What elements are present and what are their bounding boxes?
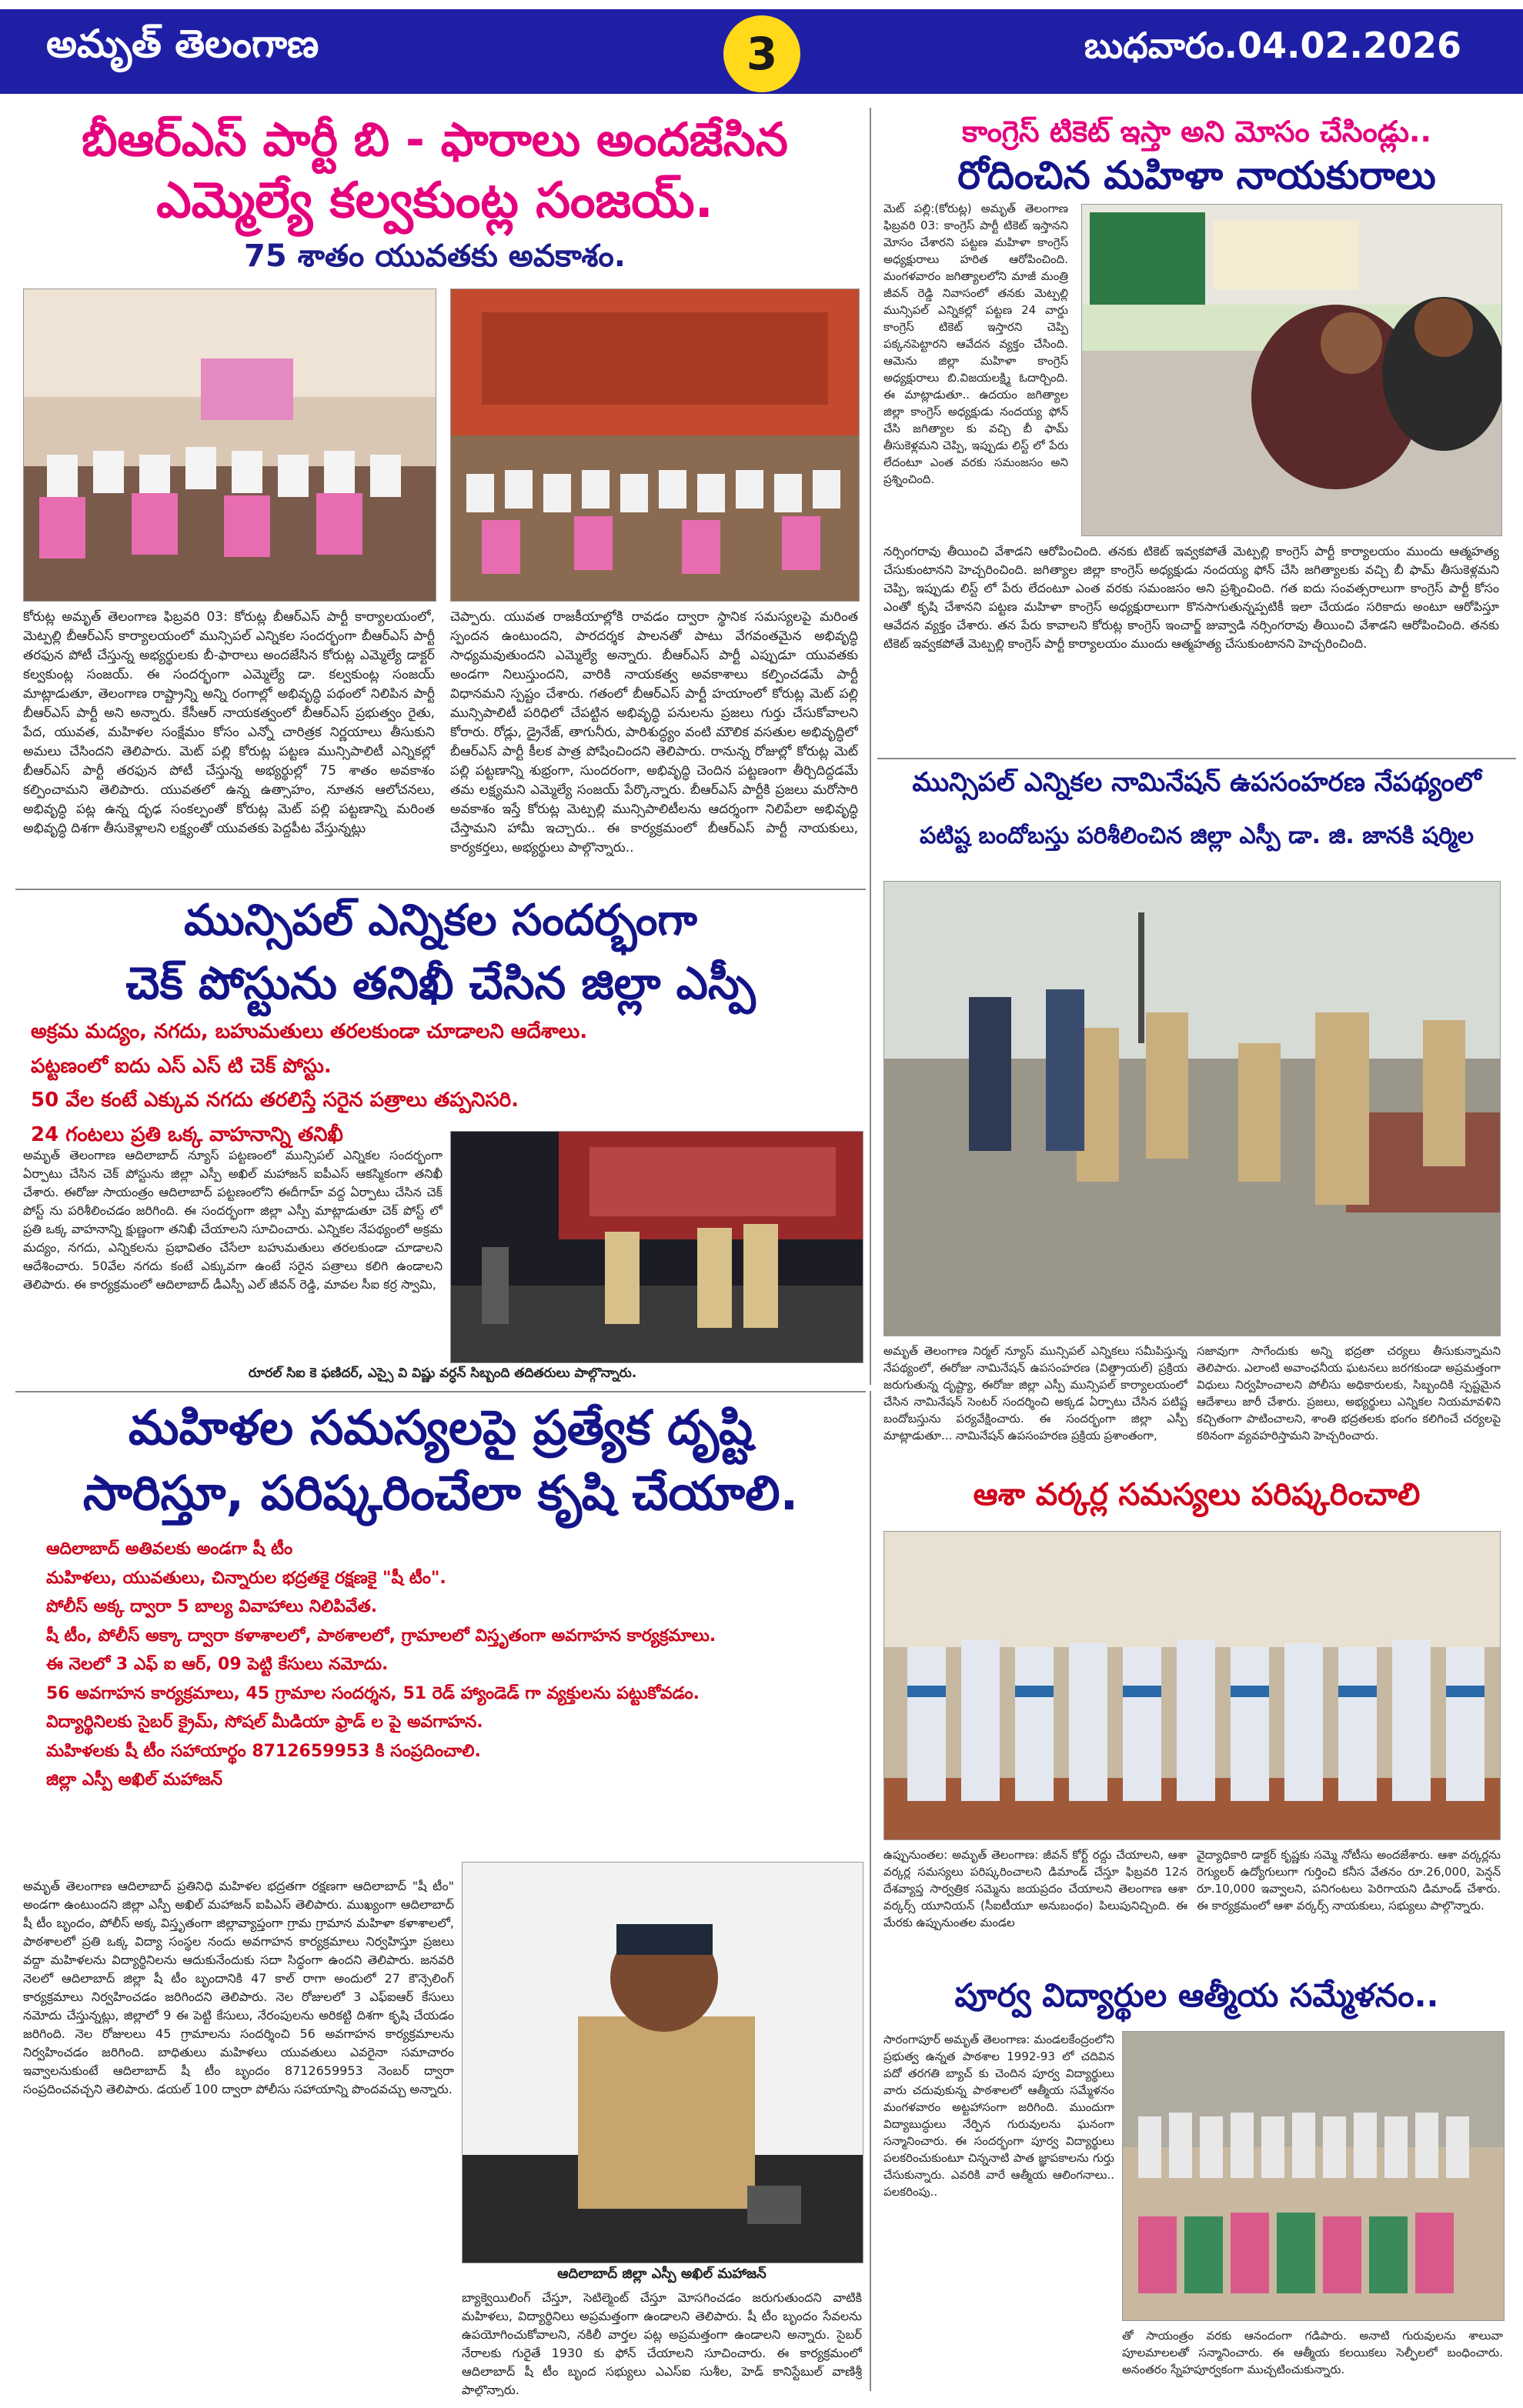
divider-story3 xyxy=(15,1391,866,1392)
column-divider-bottom xyxy=(870,1391,871,2391)
story2-photo-image xyxy=(1082,205,1501,535)
story5-photo xyxy=(462,1862,863,2263)
story4-body-left: అమృత్ తెలంగాణ నిర్మల్ న్యూస్ మున్సిపల్ ఎన్నికలు సమీపిస్తున్న నేపథ్యంలో, ఈరోజు నామినేషన్ ఉపసంహరణ (విత్డ్రాయల్) ప్రక్రియ జరుగుతున్న దృష్ట్యా, ఈరోజు జిల్లా ఎస్పీ మున్సిపల్ కార్యాలయంలో చేసిన నామినేషన్ సెంటర్ సందర్శించి అక్కడ ఏర్పాటు చేసిన పటిష్ట బందోబస్తును పర్యవేక్షించారు. ఈ సందర్భంగా జిల్లా ఎస్పీ మాట్లాడుతూ... నామినేషన్ ఉపసంహరణ ప్రక్రియ ప్రశాంతంగా, xyxy=(883,1344,1187,1442)
story2-headline-line2: రోదించిన మహిళా నాయకురాలు xyxy=(957,153,1436,198)
story5-bullet: ఆదిలాబాద్ అతివలకు అండగా షీ టీం xyxy=(46,1539,293,1559)
story3-photo xyxy=(450,1131,863,1363)
column-divider-top xyxy=(870,108,871,1385)
story3-body: అమృత్ తెలంగాణ ఆదిలాబాద్ న్యూస్ పట్టణంలో మున్సిపల్ ఎన్నికల సందర్భంగా ఏర్పాటు చేసిన చెక్ పోస్టును జిల్లా ఎస్పీ అఖిల్ మహాజన్ ఐపీఎస్ ఆకస్మికంగా తనిఖీ చేశారు. ఈరోజు సాయంత్రం ఆదిలాబాద్ పట్టణంలోని ఈదీగాహ్ వద్ద ఏర్పాటు చేసిన చెక్ పోస్ట్ ను పరిశీలించడం జరిగింది. ఈ సందర్భంగా జిల్లా ఎస్పీ మాట్లాడుతూ చెక్ పోస్ట్ లో ప్రతి ఒక్క వాహనాన్ని క్షుణ్ణంగా తనిఖీ చేయాలని సూచించారు. ఎన్నికల నేపథ్యంలో అక్రమ మద్యం, నగదు, ఎన్నికలను ప్రభావితం చేసేలా బహుమతులు తరలకుండా చూడాలని ఆదేశించారు. 50వేల నగదు కంటే ఎక్కువగా ఉంటే సరైన పత్రాలు కలిగి ఉండాలని తెలిపారు. ఈ కార్యక్రమంలో ఆదిలాబాద్ డీఎస్పీ ఎల్ జీవన్ రెడ్డి, మావల సీఐ కర్ర స్వామి, xyxy=(23,1148,443,1292)
story6-body-left: ఉప్పునుంతల: అమృత్ తెలంగాణ: జీవన్ కోర్ట్ రద్దు చేయాలని, ఆశా వర్కర్ల సమస్యలు పరిష్కరించాలని డిమాండ్ చేస్తూ ఫిబ్రవరి 12న దేశవ్యాప్త సార్వత్రిక సమ్మెను జయప్రదం చేయాలని తెలంగాణ ఆశా వర్కర్స్ యూనియన్ (సీఐటీయూ అనుబంధం) పిలుపునిచ్చింది. ఈ మేరకు ఉప్పునుంతల మండల xyxy=(883,1848,1187,1929)
story5-bullet: విద్యార్థినిలకు సైబర్ క్రైమ్, సోషల్ మీడియా ఫ్రాడ్ ల పై అవగాహన. xyxy=(46,1713,483,1732)
story5-photo-image xyxy=(463,1863,863,2263)
story1-headline-line2: ఎమ్మెల్యే కల్వకుంట్ల సంజయ్. xyxy=(156,172,713,229)
story5-bullet: జిల్లా ఎస్పీ అఖిల్ మహాజన్ xyxy=(46,1770,223,1789)
issue-date: బుధవారం.04.02.2026 xyxy=(1084,25,1461,66)
story3-headline-line1: మున్సిపల్ ఎన్నికల సందర్భంగా xyxy=(184,895,697,946)
story1-photo-left xyxy=(23,288,436,602)
story5-bullet: 56 అవగాహన కార్యక్రమాలు, 45 గ్రామాల సందర్శన, 51 రెడ్ హ్యాండెడ్ గా వ్యక్తులను పట్టుకోవడం. xyxy=(46,1683,700,1703)
story7-photo-image xyxy=(1123,2032,1504,2320)
story6-headline: ఆశా వర్కర్ల సమస్యలు పరిష్కరించాలి xyxy=(973,1477,1421,1513)
story3-caption: రూరల్ సిఐ కె ఫణిదర్, ఎస్సై వి విష్ణు వర్ధన్ సిబ్బంది తదితరులు పాల్గొన్నారు. xyxy=(248,1366,637,1381)
story3-headline-line2: చెక్ పోస్టును తనిఖీ చేసిన జిల్లా ఎస్పీ xyxy=(125,957,756,1009)
story5-body-left: అమృత్ తెలంగాణ ఆదిలాబాద్ ప్రతినిధి మహిళల భద్రతగా రక్షణగా ఆదిలాబాద్ "షీ టీం" అండగా ఉంటుందని జిల్లా ఎస్పీ అఖిల్ మహాజన్ ఐపిఎస్ తెలిపారు. ముఖ్యంగా ఆదిలాబాద్ షీ టీం బృందం, పోలీస్ అక్క విస్తృతంగా జిల్లావ్యాప్తంగా గ్రామ గ్రామాన మహిళా కళాశాలలో, పాఠశాలలో ప్రతి ఒక్క విద్యా సంస్థల నందు అవగాహన కార్యక్రమాలు నిర్వహిస్తూ ప్రజలు వద్దా మహిళలను విద్యార్థినిలను ఆదుకునేందుకు సదా సిద్ధంగా ఉందని తెలిపారు. జనవరి నెలలో ఆదిలాబాద్ జిల్లా షీ టీం బృందానికి 47 కాల్ రాగా అందులో 27 కౌన్సెలింగ్ కార్యక్రమాలు నిర్వహించడం జరిగిందని తెలిపారు. నెల రోజులలో 3 ఎఫ్ఐఆర్ కేసులు నమోదు చేస్తున్నట్లు, జిల్లాలో 9 ఈ పెట్టి కేసులు, నేరంపులను అరికట్టి దిశగా కృషి చేయడం జరిగింది. నెల రోజులలు 45 గ్రామాలను సందర్శించి 56 అవగాహన కార్యక్రమాలను నిర్వహించడం జరిగింది. బాధితులు మహిళలు యువతులు ఎవరైనా సమాచారం ఇవ్వాలనుకుంటే ఆదిలాబాద్ షీ టీం బృందం 8712659953 నెంబర్ ద్వారా సంప్రదించవచ్చని తెలిపారు. డయల్ 100 ద్వారా పోలీసు సహాయాన్ని పొందవచ్చు అన్నారు. xyxy=(23,1879,454,2096)
story7-body-left: సారంగాపూర్ అమృత్ తెలంగాణ: మండలకేంద్రంలోని ప్రభుత్వ ఉన్నత పాఠశాల 1992-93 లో చదివిన పదో తరగతి బ్యాచ్ కు చెందిన పూర్వ విద్యార్థులు వారు చదువుకున్న పాఠశాలలో ఆత్మీయ సమ్మేళనం మంగళవారం అట్టహాసంగా జరిగింది. ముందుగా విద్యాబుద్ధులు నేర్పిన గురువులను ఘనంగా సన్మానించారు. ఈ సందర్భంగా పూర్వ విద్యార్థులు పలకరించుకుంటూ చిన్ననాటి పాత జ్ఞాపకాలను గుర్తు చేసుకున్నారు. ఎవరికి వారే ఆత్మీయ ఆలింగనాలు.. పలకరింపు.. xyxy=(883,2033,1114,2199)
story1-subhead: 75 శాతం యువతకు అవకాశం. xyxy=(244,238,626,274)
story4-headline-line1: మున్సిపల్ ఎన్నికల నామినేషన్ ఉపసంహరణ నేపథ్యంలో xyxy=(912,767,1481,798)
story1-photo-left-image xyxy=(24,289,436,601)
story4-photo xyxy=(883,881,1501,1336)
story3-bullet: 24 గంటలు ప్రతి ఒక్క వాహనాన్ని తనిఖీ xyxy=(31,1122,343,1146)
story5-photo-caption: ఆదిలాబాద్ జిల్లా ఎస్పీ అఖిల్ మహాజన్ xyxy=(557,2266,767,2282)
story4-body-right: సజావుగా సాగేందుకు అన్ని భద్రతా చర్యలు తీసుకున్నామని తెలిపారు. ఎలాంటి అవాంఛనీయ ఘటనలు జరగకుండా అప్రమత్తంగా విధులు నిర్వహించాలని పోలీసు అధికారులకు, సిబ్బందికి స్పష్టమైన ఆదేశాలు జారీ చేశారు. ప్రజలు, అభ్యర్థులు ఎన్నికల నియమావళిని కచ్చితంగా పాటించాలని, శాంతి భద్రతలకు భంగం కలిగించే చర్యలపై కఠినంగా వ్యవహరిస్తామని హెచ్చరించారు. xyxy=(1197,1344,1501,1442)
masthead xyxy=(0,0,1523,108)
page-number: 3 xyxy=(723,15,800,92)
divider-story1 xyxy=(15,889,866,890)
story5-bullet: మహిళలు, యువతులు, చిన్నారుల భద్రతకై రక్షణకై "షీ టీం". xyxy=(46,1568,446,1588)
story5-bullet: పోలీస్ అక్క ద్వారా 5 బాల్య వివాహాలు నిలిపివేత. xyxy=(46,1597,378,1616)
story7-body-right: తో సాయంత్రం వరకు ఆనందంగా గడిపారు. అనాటి గురువులను శాలువా పూలమాలలతో సన్మానించారు. ఈ ఆత్మీయ కలయికలు సెల్ఫీలలో బంధించారు. అనంతరం స్నేహపూర్వకంగా ముచ్చటించుకున్నారు. xyxy=(1122,2329,1503,2376)
story3-bullet: 50 వేల కంటే ఎక్కువ నగదు తరలిస్తే సరైన పత్రాలు తప్పనిసరి. xyxy=(31,1089,519,1112)
story5-headline-line1: మహిళల సమస్యలపై ప్రత్యేక దృష్టి xyxy=(128,1399,753,1456)
story5-body-right: బ్యాక్వెయిలింగ్ చేస్తూ, సెటిల్మెంట్ చేస్తూ మోసగించడం జరుగుతుందని వాటికి మహిళలు, విద్యార్థినిలు అప్రమత్తంగా ఉండాలని తెలిపారు. షీ టీం బృందం సేవలను ఉపయోగించుకోవాలని, నకిలీ వార్తల పట్ల అప్రమత్తంగా ఉండాలని అన్నారు. సైబర్ నేరాలకు గురైతే 1930 కు ఫోన్ చేయాలని సూచించారు. ఈ కార్యక్రమంలో ఆదిలాబాద్ షీ టీం బృంద సభ్యులు ఎఎస్ఐ సుశీల, హెడ్ కానిస్టేబుల్ వాణిశ్రీ పాల్గొన్నారు. xyxy=(462,2290,862,2396)
story1-headline-line1: బీఆర్ఎస్ పార్టీ బి - ఫారాలు అందజేసిన xyxy=(82,113,788,167)
divider-story2 xyxy=(877,758,1516,759)
story1-photo-right xyxy=(450,288,860,602)
story2-body-top: మెట్ పల్లి:(కోరుట్ల) అమృత్ తెలంగాణ ఫిబ్రవరి 03: కాంగ్రెస్ పార్టీ టికెట్ ఇస్తానని మోసం చేశారని పట్టణ మహిళా కాంగ్రెస్ అధ్యక్షురాలు హరిత ఆరోపించింది. మంగళవారం జగిత్యాలలోని మాజీ మంత్రి జీవన్ రెడ్డి నివాసంలో తనకు మెట్పల్లి మున్సిపల్ ఎన్నికల్లో పట్టణ 24 వార్డు కాంగ్రెస్ టికెట్ ఇస్తారని చెప్పి పక్కనపెట్టారని ఆవేదన వ్యక్తం చేసింది. ఆమెను జిల్లా మహిళా కాంగ్రెస్ అధ్యక్షురాలు బి.విజయలక్ష్మి ఓదార్చింది. ఈ మాట్లాడుతూ.. ఉదయం జగిత్యాల జిల్లా కాంగ్రెస్ అధ్యక్షుడు నందయ్య ఫోన్ చేసి జగిత్యాల కు వచ్చి బీ ఫామ్ తీసుకెళ్లమని చెప్పి, ఇప్పుడు లిస్ట్ లో పేరు లేదంటూ ఎంత వరకు సమంజసం అని ప్రశ్నించింది. xyxy=(883,202,1068,486)
story7-headline: పూర్వ విద్యార్థుల ఆత్మీయ సమ్మేళనం.. xyxy=(954,1976,1439,2014)
story4-headline-line2: పటిష్ట బందోబస్తు పరిశీలించిన జిల్లా ఎస్పీ డా. జి. జానకి షర్మిల xyxy=(920,822,1474,849)
story5-headline-line2: సారిస్తూ, పరిష్కరించేలా కృషి చేయాలి. xyxy=(82,1465,799,1521)
story3-bullet: అక్రమ మద్యం, నగదు, బహుమతులు తరలకుండా చూడాలని ఆదేశాలు. xyxy=(31,1020,588,1043)
story3-bullets xyxy=(31,1019,862,1147)
paper-name: అమృత్ తెలంగాణ xyxy=(46,22,319,66)
story1-photo-right-image xyxy=(451,289,859,601)
story5-bullet: షీ టీం, పోలీస్ అక్కా ద్వారా కళాశాలలో, పాఠశాలలో, గ్రామాలలో విస్తృతంగా అవగాహన కార్యక్రమాలు. xyxy=(46,1626,716,1646)
story6-photo xyxy=(883,1531,1501,1840)
story2-photo xyxy=(1081,204,1502,536)
story6-photo-image xyxy=(884,1532,1500,1839)
story2-headline-line1: కాంగ్రెస్ టికెట్ ఇస్తా అని మోసం చేసిండ్లు.. xyxy=(962,115,1431,148)
story2-body-bottom: నర్సింగరావు తీయించి వేశాడని ఆరోపించింది. తనకు టికెట్ ఇవ్వకపోతే మెట్పల్లి కాంగ్రెస్ పార్టీ కార్యాలయం ముందు ఆత్మహత్య చేసుకుంటానని హెచ్చరించింది. జగిత్యాల జిల్లా కాంగ్రెస్ అధ్యక్షుడు నందయ్య ఫోన్ చేసి జగిత్యాలకు వచ్చి బీ ఫామ్ తీసుకెళ్లమని చెప్పి, ఇప్పుడు లిస్ట్ లో పేరు లేదంటూ ఎంత వరకు సమంజసం అని ప్రశ్నించింది. గత ఐదు సంవత్సరాలుగా కాంగ్రెస్ పార్టీ కోసం ఎంతో కృషి చేశానని పట్టణ మహిళా కాంగ్రెస్ అధ్యక్షురాలుగా కొనసాగుతున్నప్పటికీ ఇలా చేయడం సరికాదు అంటూ ఆరోపిస్తూ ఆవేదన వ్యక్తం చేశారు. తన పేరు కావాలని కోరుట్ల కాంగ్రెస్ ఇంచార్జ్ జువ్వాడి నర్సింగరావు తీయించి వేశాడని ఆరోపించింది. తనకు టికెట్ ఇవ్వకపోతే మెట్పల్లి కాంగ్రెస్ పార్టీ కార్యాలయం ముందు ఆత్మహత్య చేసుకుంటానని హెచ్చరించింది. xyxy=(883,544,1499,651)
story3-photo-image xyxy=(451,1132,863,1362)
story7-photo xyxy=(1122,2031,1505,2321)
story3-bullet: పట్టణంలో ఐదు ఎస్ ఎస్ టి చెక్ పోస్టు. xyxy=(31,1054,332,1078)
story4-photo-image xyxy=(884,882,1500,1336)
story5-bullet: ఈ నెలలో 3 ఎఫ్ ఐ ఆర్, 09 పెట్టి కేసులు నమోదు. xyxy=(46,1655,389,1674)
story1-body-right: చెప్పారు. యువత రాజకీయాల్లోకి రావడం ద్వారా స్థానిక సమస్యలపై మరింత స్పందన ఉంటుందని, పారదర్శక పాలనతో పాటు వేగవంతమైన అభివృద్ధి సాధ్యమవుతుందని ఎమ్మెల్యే అన్నారు. బీఆర్ఎస్ పార్టీ ఎప్పుడూ యువతకు అండగా నిలుస్తుందని, వారికి నాయకత్వ అవకాశాలు కల్పించడమే పార్టీ విధానమని స్పష్టం చేశారు. గతంలో బీఆర్ఎస్ పార్టీ హయాంలో కోరుట్ల మెట్ పల్లి మున్సిపాలిటీ పరిధిలో చేపట్టిన అభివృద్ధి పనులను ప్రజలు గుర్తు చేసుకోవాలని కోరారు. రోడ్లు, డ్రైనేజ్, తాగునీరు, పారిశుద్ధ్యం వంటి మౌలిక వసతుల అభివృద్ధిలో బీఆర్ఎస్ పార్టీ కీలక పాత్ర పోషించిందని తెలిపారు. రానున్న రోజుల్లో కోరుట్ల మెట్ పల్లి పట్టణాన్ని శుభ్రంగా, సుందరంగా, అభివృద్ధి చెందిన పట్టణంగా తీర్చిదిద్దడమే తమ లక్ష్యమని ఎమ్మెల్యే సంజయ్ పేర్కొన్నారు. బీఆర్ఎస్ పార్టీకి ప్రజలు మరోసారి అవకాశం ఇస్తే కోరుట్ల మెట్పల్లి మున్సిపాలిటీలను ఆదర్శంగా నిలిపేలా అభివృద్ధి చేస్తామని హామీ ఇచ్చారు.. ఈ కార్యక్రమంలో బీఆర్ఎస్ పార్టీ నాయకులు, కార్యకర్తలు, అభ్యర్థులు పాల్గొన్నారు.. xyxy=(450,609,858,855)
story5-bullet: మహిళలకు షీ టీం సహాయార్థం 8712659953 కి సంప్రదించాలి. xyxy=(46,1741,481,1761)
story6-body-right: వైద్యాధికారి డాక్టర్ కృష్ణకు సమ్మె నోటీసు అందజేశారు. ఆశా వర్కర్లను రెగ్యులర్ ఉద్యోగులుగా గుర్తించి కనీస వేతనం రూ.26,000, పెన్షన్ రూ.10,000 ఇవ్వాలని, పనిగంటలు పెరిగాయని డిమాండ్ చేశారు. ఈ కార్యక్రమంలో ఆశా వర్కర్స్ నాయకులు, సభ్యులు పాల్గొన్నారు. xyxy=(1197,1848,1501,1913)
story5-bullets xyxy=(46,1539,862,1791)
story1-body-left: కోరుట్ల అమృత్ తెలంగాణ ఫిబ్రవరి 03: కోరుట్ల బీఆర్ఎస్ పార్టీ కార్యాలయంలో, మెట్పల్లి బీఆర్ఎస్ కార్యాలయంలో మున్సిపల్ ఎన్నికల సందర్భంగా బీఆర్ఎస్ పార్టీ తరఫున పోటీ చేస్తున్న అభ్యర్థులకు బీ-ఫారాలు అందజేసిన కోరుట్ల ఎమ్మెల్యే డాక్టర్ కల్వకుంట్ల సంజయ్. ఈ సందర్భంగా ఎమ్మెల్యే డా. కల్వకుంట్ల సంజయ్ మాట్లాడుతూ, తెలంగాణ రాష్ట్రాన్ని అన్ని రంగాల్లో అభివృద్ధి పథంలో నిలిపిన పార్టీ బీఆర్ఎస్ పార్టీ అని అన్నారు. కేసీఆర్ నాయకత్వంలో బీఆర్ఎస్ ప్రభుత్వం రైతు, పేద, యువత, మహిళల సంక్షేమం కోసం ఎన్నో చారిత్రక నిర్ణయాలు తీసుకుని అమలు చేసిందని తెలిపారు. మెట్ పల్లి కోరుట్ల పట్టణ మున్సిపాలిటీ ఎన్నికల్లో బీఆర్ఎస్ పార్టీ తరఫున పోటీ చేస్తున్న అభ్యర్థుల్లో 75 శాతం అవకాశం కల్పించామని తెలిపారు. యువతలో ఉన్న ఉత్సాహం, నూతన ఆలోచనలు, అభివృద్ధి పట్ల ఉన్న దృఢ సంకల్పంతో కోరుట్ల మెట్ పల్లి పట్టణాన్ని మరింత అభివృద్ధి దిశగా తీసుకెళ్లాలని లక్ష్యంతో యువతకు పెద్దపీట వేస్తున్నట్లు xyxy=(23,609,435,836)
